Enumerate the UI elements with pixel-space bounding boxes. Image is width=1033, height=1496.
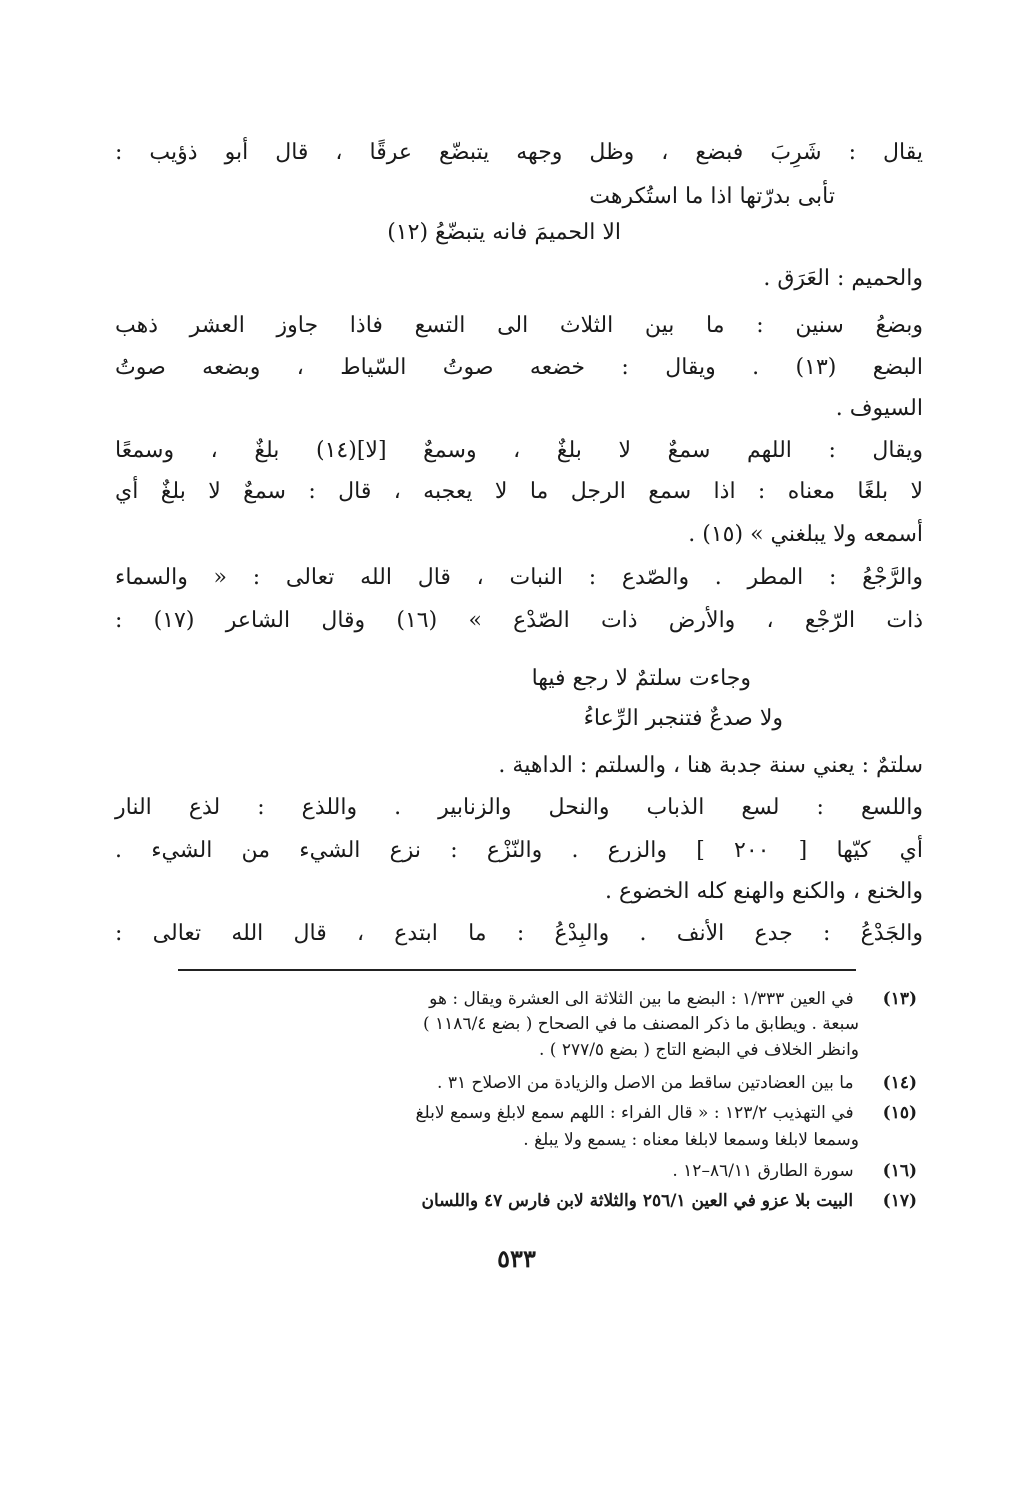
footnote-rule bbox=[178, 969, 856, 971]
footnote-text: ما بين العضادتين ساقط من الاصل والزيادة من الاصلاح ٣١ . bbox=[437, 1073, 854, 1093]
body-line-5: وبضعُ سنين : ما بين الثلاث الى التسع فاذا جاوز العشر ذهب bbox=[115, 313, 923, 338]
footnote-number: (١٦) bbox=[882, 1161, 917, 1181]
verse-line-1: تأبى بدرّتها اذا ما استُكرهت bbox=[589, 184, 835, 209]
footnote-16 bbox=[127, 1159, 917, 1183]
body-line-10: أسمعه ولا يبلغني » (١٥) . bbox=[688, 522, 923, 547]
body-line-11: والرَّجْعُ : المطر . والصّدع : النبات ، قال الله تعالى : « والسماء bbox=[115, 565, 923, 590]
footnote-number: (١٣) bbox=[882, 989, 917, 1009]
body-line-7: السيوف . bbox=[835, 396, 923, 421]
footnote-number: (١٤) bbox=[882, 1073, 917, 1093]
body-line-12: ذات الرّجْع ، والأرض ذات الصّدْع » (١٦) وقال الشاعر (١٧) : bbox=[115, 608, 923, 633]
footnote-13 bbox=[127, 987, 917, 1011]
footnote-13-line-3: وانظر الخلاف في البضع التاج ( بضع ٢٧٧/٥ ) . bbox=[538, 1040, 859, 1060]
body-line-17: أي كيّها [ ٢٠٠ ] والزرع . والنّزْع : نزع الشيء من الشيء . bbox=[115, 838, 923, 863]
verse-line-2: الا الحميمَ فانه يتبضّعُ (١٢) bbox=[387, 220, 621, 245]
footnote-13-line-2: سبعة . ويطابق ما ذكر المصنف ما في الصحاح ( بضع ١١٨٦/٤ ) bbox=[423, 1014, 859, 1034]
verse-line-4: ولا صدعٌ فتنجبر الرِّعاءُ bbox=[583, 706, 783, 731]
body-line-15: سلتمٌ : يعني سنة جدبة هنا ، والسلتم : الداهية . bbox=[498, 753, 923, 778]
footnote-17 bbox=[127, 1189, 917, 1213]
footnote-15 bbox=[127, 1101, 917, 1125]
body-line-9: لا بلغًا معناه : اذا سمع الرجل ما لا يعجبه ، قال : سمعٌ لا بلغٌ أي bbox=[115, 479, 923, 504]
body-line-8: ويقال : اللهم سمعٌ لا بلغٌ ، وسمعٌ [لا](١٤) بلغٌ ، وسمعًا bbox=[115, 438, 923, 463]
body-line-4: والحميم : العَرَق . bbox=[763, 266, 923, 291]
footnote-number: (١٧) bbox=[882, 1191, 917, 1211]
body-line-16: واللسع : لسع الذباب والنحل والزنابير . واللذع : لذع النار bbox=[115, 795, 923, 820]
footnote-number: (١٥) bbox=[882, 1103, 917, 1123]
footnote-text: البيت بلا عزو في العين ٢٥٦/١ والثلاثة لابن فارس ٤٧ واللسان bbox=[421, 1191, 854, 1211]
body-line-6: البضع (١٣) . ويقال : خضعه صوتُ السّياط ، وبضعه صوتُ bbox=[115, 355, 923, 380]
footnote-15-line-2: وسمعا لابلغا وسمعا لابلغا معناه : يسمع ولا يبلغ . bbox=[523, 1130, 859, 1150]
footnote-text: في التهذيب ١٢٣/٢ : « قال الفراء : اللهم سمع لابلغ وسمع لابلغ bbox=[415, 1103, 854, 1123]
verse-line-3: وجاءت سلتمٌ لا رجع فيها bbox=[531, 666, 751, 691]
footnote-14 bbox=[127, 1071, 917, 1095]
body-line-1: يقال : شَرِبَ فبضع ، وظل وجهه يتبضّع عرقًا ، قال أبو ذؤيب : bbox=[115, 140, 923, 165]
footnote-text: سورة الطارق ٨٦/١١–١٢ . bbox=[672, 1161, 854, 1181]
page-number: ٥٣٣ bbox=[497, 1244, 536, 1273]
body-line-18: والخنع ، والكنع والهنع كله الخضوع . bbox=[604, 879, 923, 904]
footnote-text: في العين ١/٣٣٣ : البضع ما بين الثلاثة الى العشرة ويقال : هو bbox=[429, 989, 854, 1009]
body-line-19: والجَدْعُ : جدع الأنف . والبِدْعُ : ما ابتدع ، قال الله تعالى : bbox=[115, 921, 923, 946]
